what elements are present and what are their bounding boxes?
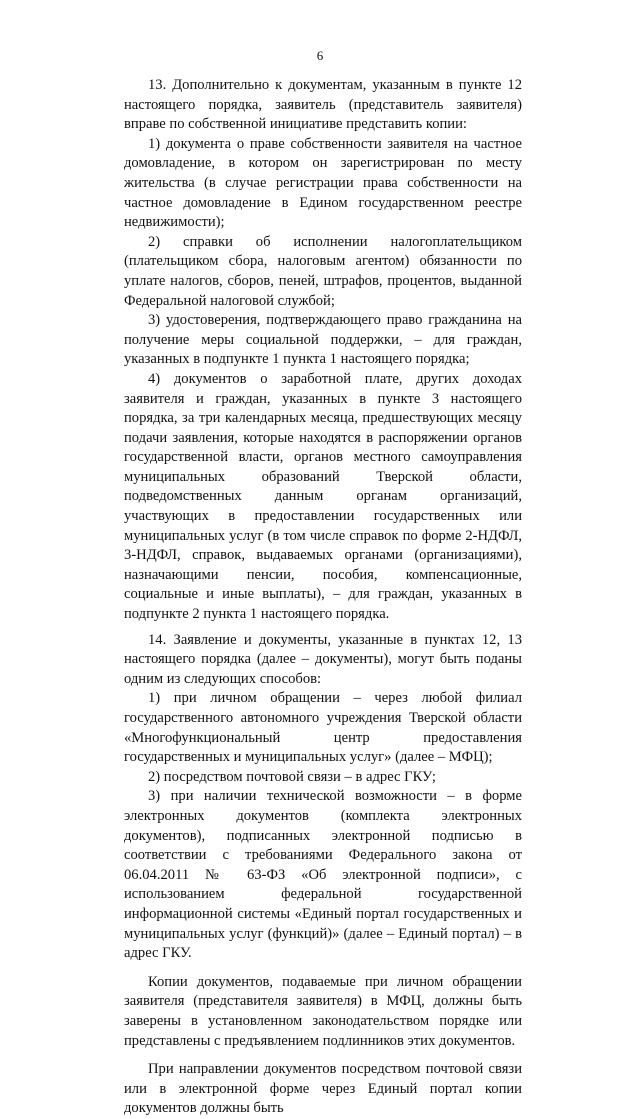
- document-body: [124, 76, 522, 1119]
- paragraph-13-item-3: 3) удостоверения, подтверждающего право гражданина на получение меры социальной поддержки, – для граждан, указанных в подпункте 1 пункта 1 настоящего порядка;: [124, 312, 522, 368]
- paragraph-13-item-2: 2) справки об исполнении налогоплательщиком (плательщиком сбора, налоговым агентом) обязанности по уплате налогов, сборов, пеней, штрафов, процентов, выданной Федеральной налоговой службой;: [124, 233, 522, 309]
- paragraph-14-item-2: 2) посредством почтовой связи – в адрес ГКУ;: [148, 768, 436, 785]
- paragraph-14-item-3: 3) при наличии технической возможности – в форме электронных документов (комплекта электронных документов), подписанных электронной подписью в соответствии с требованиями Федерального закона от 06.04.2011 № 63-ФЗ «Об электронной подписи», с использованием федеральной государственной информационной системы «Единый портал государственных и муниципальных услуг (функций)» (далее – Единый портал) – в адрес ГКУ.: [124, 788, 522, 962]
- paragraph-mail-electronic: При направлении документов посредством почтовой связи или в электронной форме через Единый портал копии документов должны быть: [124, 1061, 522, 1117]
- paragraph-13-item-1: 1) документа о праве собственности заявителя на частное домовладение, в котором он зарегистрирован по месту жительства (в случае регистрации права собственности на частное домовладение в Едином государственном реестре недвижимости);: [124, 135, 522, 231]
- paragraph-13: 13. Дополнительно к документам, указанным в пункте 12 настоящего порядка, заявитель (представитель заявителя) вправе по собственной инициативе представить копии:: [124, 77, 522, 133]
- page-number: 6: [316, 48, 324, 63]
- paragraph-14: 14. Заявление и документы, указанные в пунктах 12, 13 настоящего порядка (далее – документы), могут быть поданы одним из следующих способов:: [124, 631, 522, 687]
- paragraph-14-item-1: 1) при личном обращении – через любой филиал государственного автономного учреждения Тверской области «Многофункциональный центр предоставления государственных и муниципальных услуг» (далее – МФЦ);: [124, 690, 522, 766]
- paragraph-13-item-4: 4) документов о заработной плате, других доходах заявителя и граждан, указанных в пункте 3 настоящего порядка, за три календарных месяца, предшествующих месяцу подачи заявления, которые находятся в распоряжении органов государственной власти, органов местного самоуправления муниципальных образований Тверской области, подведомственных данным органам организаций, участвующих в предоставлении государственных или муниципальных услуг (в том числе справок по форме 2-НДФЛ, 3-НДФЛ, справок, выдаваемых органами (организациями), назначающими пенсии, пособия, компенсационные, социальные и иные выплаты), – для граждан, указанных в подпункте 2 пункта 1 настоящего порядка.: [124, 370, 522, 623]
- paragraph-copies: Копии документов, подаваемые при личном обращении заявителя (представителя заявителя) в МФЦ, должны быть заверены в установленном законодательством порядке или представлены с предъявлением подлинников этих документов.: [124, 973, 522, 1049]
